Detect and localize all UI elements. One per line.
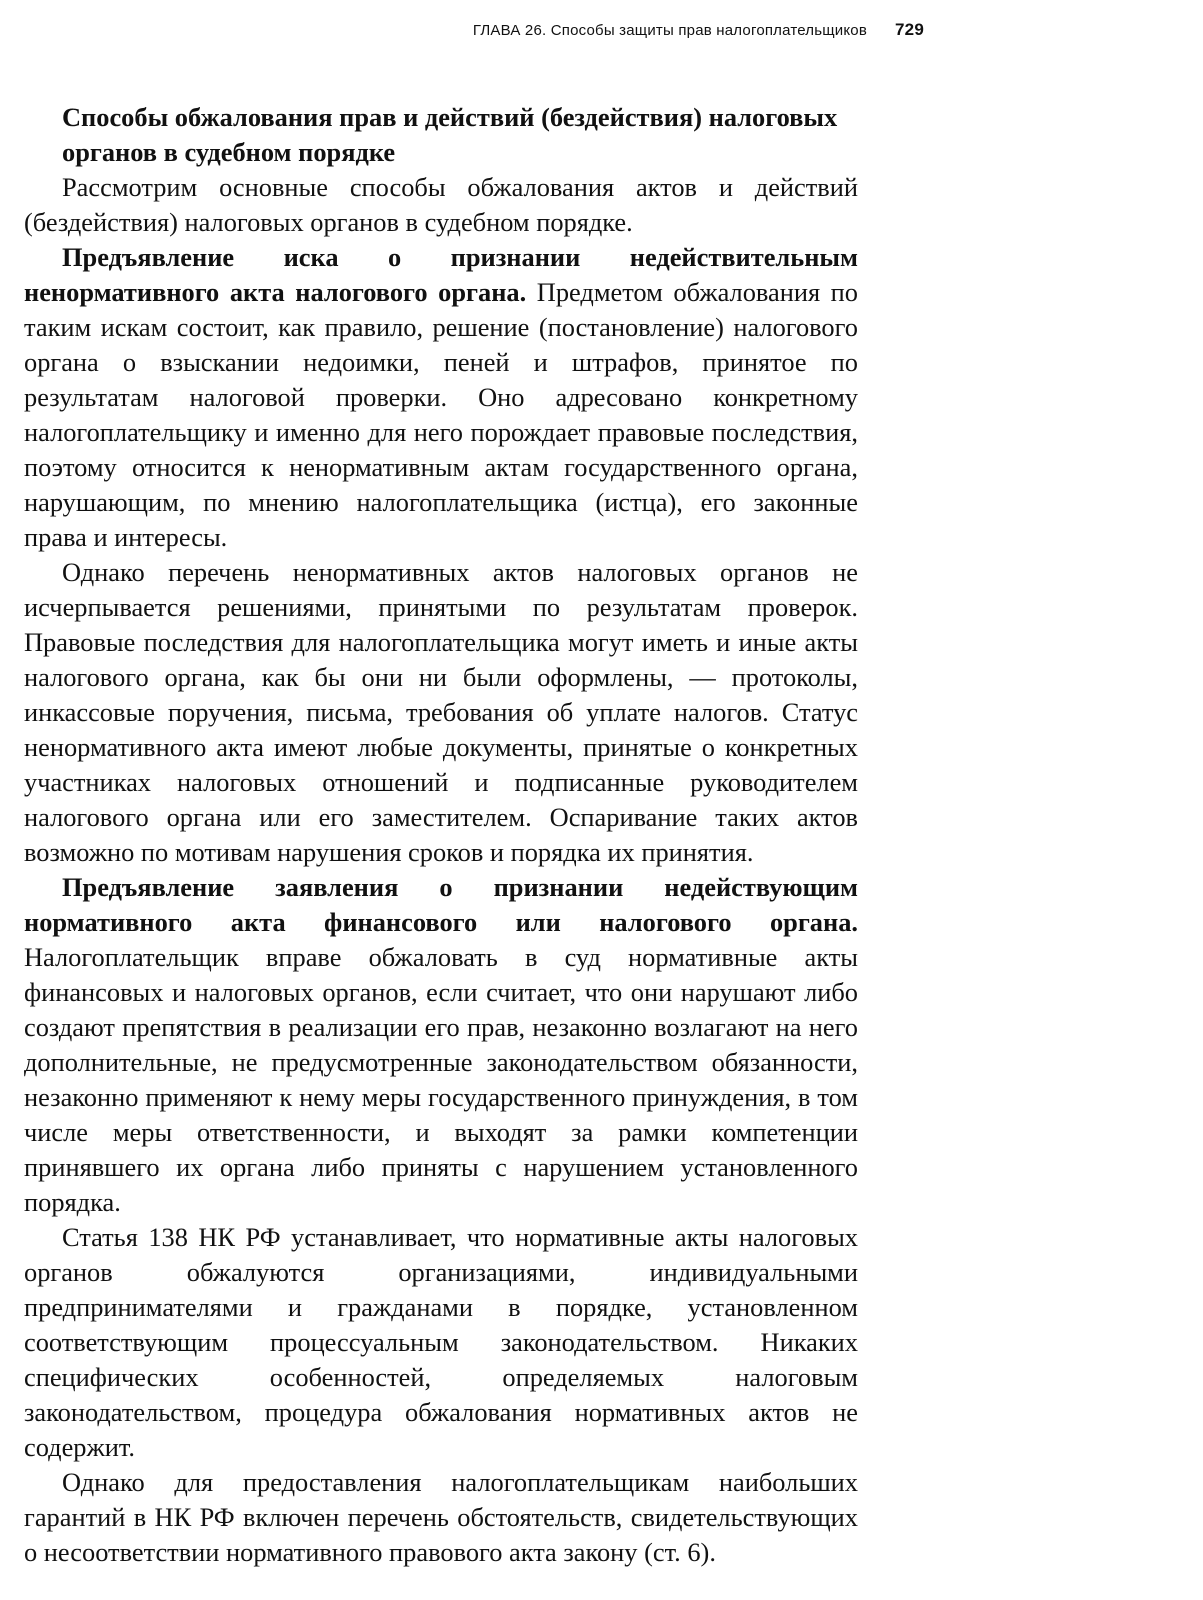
paragraph-lead: Предъявление иска о признании недействительным ненормативного акта налогового органа. <box>24 242 858 307</box>
paragraph-text: Однако перечень ненормативных актов налоговых органов не исчерпывается решениями, принятыми по результатам проверок. Правовые последствия для налогоплательщика могут иметь и иные акты налогового органа, как бы они ни были оформлены, — протоколы, инкассовые поручения, письма, требования об уплате налогов. Статус ненормативного акта имеют любые документы, принятые о конкретных участниках налоговых отношений и подписанные руководителем налогового органа или его заместителем. Оспаривание таких актов возможно по мотивам нарушения сроков и порядка их принятия. <box>24 557 858 867</box>
page-body <box>24 100 858 1570</box>
page-number: 729 <box>895 20 924 39</box>
paragraph-text: Однако для предоставления налогоплательщикам наибольших гарантий в НК РФ включен перечень обстоятельств, свидетельствующих о несоответствии нормативного правового акта закону (ст. 6). <box>24 1467 858 1567</box>
paragraph-3 <box>24 870 858 1220</box>
paragraph-text: Налогоплательщик вправе обжаловать в суд нормативные акты финансовых и налоговых органов, если считает, что они нарушают либо создают препятствия в реализации его прав, незаконно возлагают на него дополнительные, не предусмотренные законодательством обязанности, незаконно применяют к нему меры государственного принуждения, в том числе меры ответственности, и выходят за рамки компетенции принявшего их органа либо приняты с нарушением установленного порядка. <box>24 942 858 1217</box>
paragraph-5 <box>24 1465 858 1570</box>
running-head <box>473 20 924 40</box>
intro-paragraph: Рассмотрим основные способы обжалования актов и действий (бездействия) налоговых органов в судебном порядке. <box>24 172 858 237</box>
section-heading: Способы обжалования прав и действий (бездействия) налоговых органов в судебном порядке <box>62 102 838 167</box>
chapter-title: ГЛАВА 26. Способы защиты прав налогоплательщиков <box>472 22 868 39</box>
book-page <box>24 0 924 1600</box>
paragraph-4 <box>24 1220 858 1465</box>
paragraph-2 <box>24 555 858 870</box>
paragraph-text: Предметом обжалования по таким искам состоит, как правило, решение (постановление) налогового органа о взыскании недоимки, пеней и штрафов, принятое по результатам налоговой проверки. Оно адресовано конкретному налогоплательщику и именно для него порождает правовые последствия, поэтому относится к ненормативным актам государственного органа, нарушающим, по мнению налогоплательщика (истца), его законные права и интересы. <box>24 277 859 552</box>
paragraph-1 <box>24 240 858 555</box>
paragraph-text: Статья 138 НК РФ устанавливает, что нормативные акты налоговых органов обжалуются организациями, индивидуальными предпринимателями и гражданами в порядке, установленном соответствующим процессуальным законодательством. Никаких специфических особенностей, определяемых налоговым законодательством, процедура обжалования нормативных актов не содержит. <box>24 1222 858 1462</box>
paragraph-lead: Предъявление заявления о признании недействующим нормативного акта финансового или налогового органа. <box>24 872 858 937</box>
